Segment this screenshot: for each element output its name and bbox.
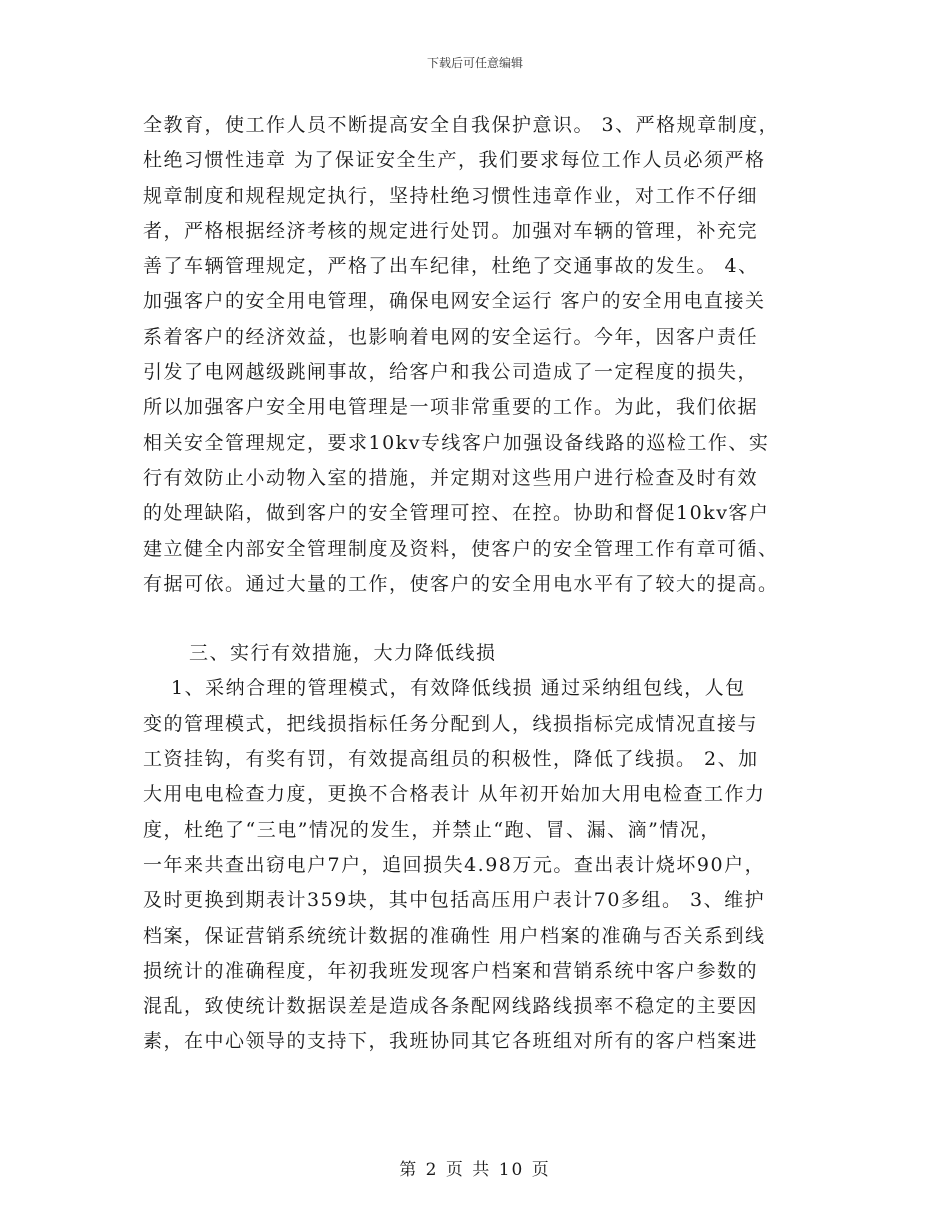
text-line: 引发了电网越级跳闸事故，给客户和我公司造成了一定程度的损失， — [143, 361, 759, 384]
text-line: 一年来共查出窃电户7户，追回损失4.98万元。查出表计烧坏90户， — [143, 853, 766, 876]
text-line: 度，杜绝了“三电”情况的发生，并禁止“跑、冒、漏、滴”情况， — [143, 818, 721, 841]
paragraph-line-loss — [143, 671, 808, 1059]
text-line: 加强客户的安全用电管理，确保电网安全运行 客户的安全用电直接关 — [143, 290, 766, 313]
text-line: 及时更换到期表计359块，其中包括高压用户表计70多组。 3、维护 — [143, 889, 766, 912]
text-line: 变的管理模式，把线损指标任务分配到人，线损指标完成情况直接与 — [143, 712, 759, 735]
text-line: 大用电电检查力度，更换不合格表计 从年初开始加大用电检查工作力 — [143, 783, 766, 806]
text-line: 全教育，使工作人员不断提高安全自我保护意识。 3、严格规章制度， — [143, 114, 780, 136]
text-line: 善了车辆管理规定，严格了出车纪律，杜绝了交通事故的发生。 4、 — [143, 255, 759, 278]
page-header-note: 下载后可任意编辑 — [426, 56, 523, 70]
text-line: 的处理缺陷，做到客户的安全管理可控、在控。协助和督促10kv客户 — [143, 502, 770, 525]
text-line: 者，严格根据经济考核的规定进行处罚。加强对车辆的管理，补充完 — [143, 219, 759, 242]
text-line: 规章制度和规程规定执行，坚持杜绝习惯性违章作业，对工作不仔细 — [143, 184, 759, 207]
text-line: 混乱，致使统计数据误差是造成各条配网线路线损率不稳定的主要因 — [143, 995, 759, 1018]
text-line: 1、采纳合理的管理模式，有效降低线损 通过采纳组包线，人包 — [171, 677, 746, 700]
text-line: 建立健全内部安全管理制度及资料，使客户的安全管理工作有章可循、 — [143, 537, 779, 560]
text-line: 所以加强客户安全用电管理是一项非常重要的工作。为此，我们依据 — [143, 396, 759, 419]
text-line: 相关安全管理规定，要求10kv专线客户加强设备线路的巡检工作、实 — [143, 431, 770, 454]
paragraph-gap — [143, 602, 808, 636]
section-heading: 三、实行有效措施，大力降低线损 — [189, 642, 497, 665]
page-number-footer: 第 2 页 共 10 页 — [399, 1160, 551, 1180]
text-line: 行有效防止小动物入室的措施，并定期对这些用户进行检查及时有效 — [143, 466, 759, 489]
text-line: 杜绝习惯性违章 为了保证安全生产，我们要求每位工作人员必须严格 — [143, 149, 766, 172]
text-line: 有据可依。通过大量的工作，使客户的安全用电水平有了较大的提高。 — [143, 572, 779, 595]
paragraph-safety — [143, 108, 808, 602]
text-line: 工资挂钩，有奖有罚，有效提高组员的积极性，降低了线损。 2、加 — [143, 748, 759, 771]
text-line: 档案，保证营销系统统计数据的准确性 用户档案的准确与否关系到线 — [143, 924, 766, 947]
text-line: 系着客户的经济效益，也影响着电网的安全运行。今年，因客户责任 — [143, 325, 759, 348]
text-line: 损统计的准确程度，年初我班发现客户档案和营销系统中客户参数的 — [143, 959, 759, 982]
text-line: 素，在中心领导的支持下，我班协同其它各班组对所有的客户档案进 — [143, 1030, 759, 1053]
document-body — [143, 108, 808, 1060]
